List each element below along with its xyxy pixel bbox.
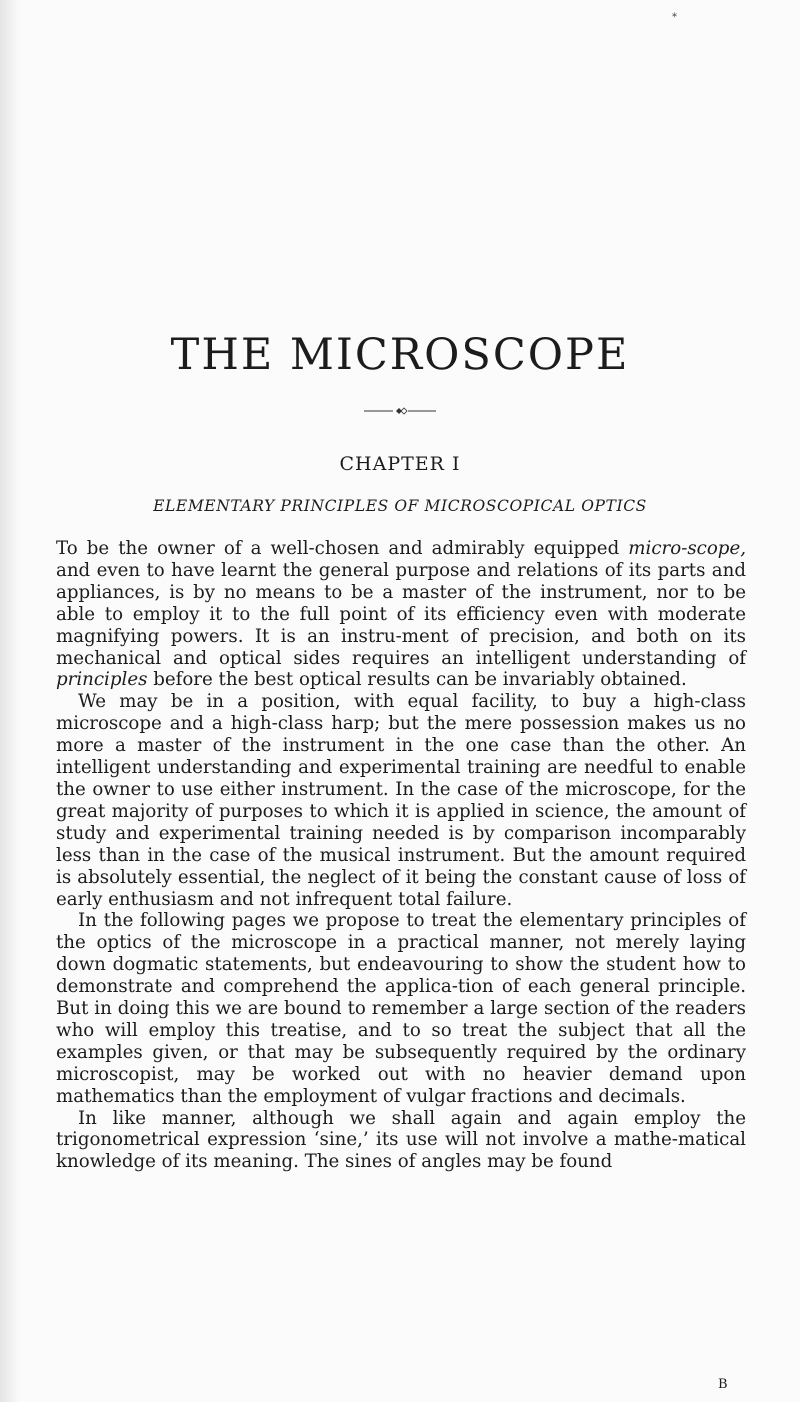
chapter-subtitle: ELEMENTARY PRINCIPLES OF MICROSCOPICAL OPTICS [153, 497, 647, 515]
ornament-rule-icon [360, 405, 440, 417]
text-run: before the best optical results can be invariably obtained. [147, 669, 687, 691]
paragraph [56, 691, 746, 910]
body-text [56, 538, 746, 1173]
text-run: In the following pages we propose to treat the elementary principles of the optics of the microscope in a practical manner, not merely laying down dogmatic statements, but endeavouring to show the student how to demonstrate and comprehend the applica-tion of each general principle. But in doing this we are bound to remember a large section of the readers who will employ this treatise, and to so treat the subject that all the examples given, or that may be subsequently required by the ordinary microscopist, may be worked out with no heavier demand upon mathematics than the employment of vulgar fractions and decimals. [56, 910, 746, 1107]
text-run: In like manner, although we shall again and again employ the trigonometrical expression ‘sine,’ its use will not involve a mathe-matical knowledge of its meaning. The sines of angles may be found [56, 1107, 746, 1173]
italic-text: micro-scope, [628, 538, 746, 559]
text-run: To be the owner of a well-chosen and admirably equipped [56, 538, 629, 559]
paragraph [56, 538, 746, 691]
italic-text: principles [56, 669, 148, 691]
paragraph [56, 1108, 746, 1174]
chapter-heading: CHAPTER I [339, 453, 461, 475]
text-run: We may be in a position, with equal facility, to buy a high-class microscope and a high-class harp; but the mere possession makes us no more a master of the instrument in the one case than the other. An intelligent understanding and experimental training are needful to enable the owner to use either instrument. In the case of the microscope, for the great majority of purposes to which it is applied in science, the amount of study and experimental training needed is by comparison incomparably less than in the case of the musical instrument. But the amount required is absolutely essential, the neglect of it being the constant cause of loss of early enthusiasm and not infrequent total failure. [56, 691, 746, 910]
text-run: and even to have learnt the general purpose and relations of its parts and appliances, is by no means to be a master of the instrument, nor to be able to employ it to the full point of its efficiency even with moderate magnifying powers. It is an instru-ment of precision, and both on its mechanical and optical sides requires an intelligent understanding of [56, 559, 746, 669]
page-title: THE MICROSCOPE [170, 330, 630, 380]
paragraph [56, 910, 746, 1107]
corner-mark: * [672, 12, 677, 23]
signature-mark: B [718, 1377, 728, 1392]
